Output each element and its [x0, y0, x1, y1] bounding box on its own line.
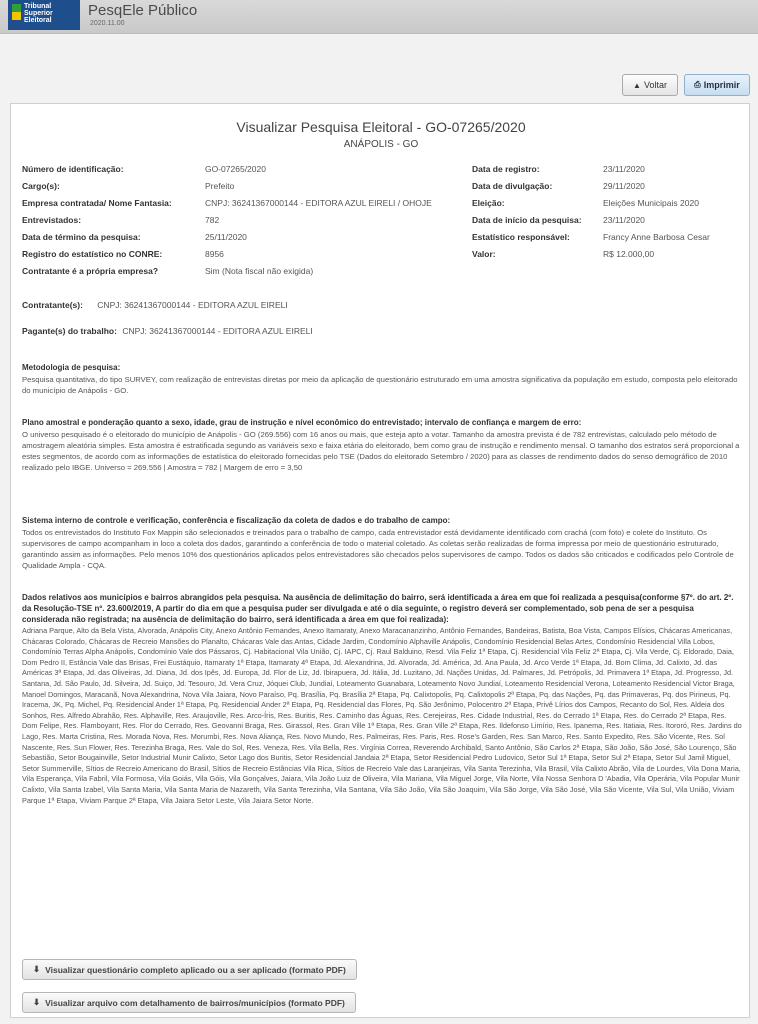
- field-value: 8956: [205, 249, 224, 259]
- field-value: Prefeito: [205, 181, 235, 191]
- pagante-row: [22, 326, 313, 336]
- section-body: O universo pesquisado é o eleitorado do município de Anápolis - GO (269.556) com 16 anos ou mais, que esteja apto a votar. Tamanho da amostra prevista é de 782 entrevistas, calculado pelo método de amostragem aleatória simples. Esta amostra é estratificada segundo as variáveis sexo e faixa etária do eleitorado, bem como grau de instrução e rendimento mensal. O tamanho dos estratos será proporcional a estes segmentos, de acordo com as informações de estatística do eleitorado fornecidas pelo TSE (Dados do eleitorado Setembro / 2020) para as classes de rendimento dados do senso demográfico de 2010 realizado pelo IBGE. Universo = 269.556 | Amostra = 782 | Margem de erro = 3,50: [22, 430, 740, 472]
- section-title: Metodologia de pesquisa:: [22, 363, 121, 372]
- back-button[interactable]: [622, 74, 678, 96]
- contratante-label: Contratante(s):: [22, 300, 83, 310]
- logo-line-3: Eleitoral: [24, 16, 52, 24]
- section-title: Plano amostral e ponderação quanto a sexo, idade, grau de instrução e nível econômico do entrevistado; intervalo de confiança e margem de erro:: [22, 418, 582, 427]
- field-label: Eleição:: [472, 198, 505, 208]
- field-label: Data de término da pesquisa:: [22, 232, 141, 242]
- logo-line-2: Superior: [24, 9, 53, 17]
- pagante-label: Pagante(s) do trabalho:: [22, 326, 117, 336]
- field-value: 23/11/2020: [603, 164, 645, 174]
- field-value: 29/11/2020: [603, 181, 645, 191]
- section-body: Adriana Parque, Alto da Bela Vista, Alvorada, Anápolis City, Anexo Antônio Fernandes, Anexo Itamaraty, Anexo Maracananzinho, Antônio Fernandes, Bandeiras, Batista, Boa Vista, Campos Elísios, Chácaras Americanas, Chácaras Colorado, Chácaras de Recreio Mansões do Planalto, Chácaras Vale das Antas, Cidade Jardim, Condomínio Alphaville Anápolis, Condomínio Residencial Belas Artes, Condomínio Residencial Villa Lobos, Condomínio Terras Alpha Anápolis, Condomínio Vale dos Pássaros, Cj. Habitacional Vila União, Cj. IAPC, Cj. Raul Balduino, Resd. Vila Feliz 1ª Etapa, Cj. Residencial Vila Feliz 2ª Etapa, Cj. Vila Verde, Cj. Eldorado, Daia, Dom Pedro II, Estância Vale das Brisas, Frei Eustáquio, Itamaraty 1ª Etapa, Itamaraty 4ª Etapa, Jd. Alexandrina, Jd. Alvorada, Jd. América, Jd. Ana Paula, Jd. Arco Verde 1ª Etapa, Jd. Bom Clima, Jd. Calixto, Jd. das Américas 3ª Etapa, Jd. das Oliveiras, Jd. Diana, Jd. dos Ipês, Jd. Europa, Jd. Flor de Liz, Jd. Ibirapuera, Jd. Itália, Jd. Luzitano, Jd. Nações Unidas, Jd. Palmares, Jd. Petrópolis, Jd. Primavera 1ª Etapa, Jd. Progresso, Jd. Santana, Jd. São Paulo, Jd. Silveira, Jd. Suiço, Jd. Tesouro, Jd. Vera Cruz, Jóquei Club, Jundiaí, Loteamento Guanabara, Loteamento Novo Jundiaí, Loteamento Residencial Verona, Loteamento Residencial Victor Braga, Manoel Domingos, Maracanã, Nova Alexandrina, Nova Vila Jaiara, Novo Paraíso, Pq. Brasília, Pq. Brasília 2ª Etapa, Pq. Calixtopolis, Pq. Calixtopolis 2ª Etapa, Pq. das Nações, Pq. das Primaveras, Pq. dos Pirineus, Pq. Iracema, JK, Pq. Michel, Pq. Residencial Ander 1ª Etapa, Pq. Residencial Ander 2ª Etapa, Pq. Residencial das Flores, Pq. São Jerônimo, Polocentro 2ª Etapa, Privê Lírios dos Campos, Recanto do Sol, Res. Aldeia dos Sonhos, Res. Alfredo Abrahão, Res. Alphaville, Res. Araujoville, Res. Arco-Íris, Res. Buritis, Res. Caminho das Águas, Res. Cerejeiras, Res. Cidade Industrial, Res. do Cerrado 1ª Etapa, Res. do Cerrado 2ª Etapa, Res. Dom Felipe, Res. Flamboyant, Res. Flor do Cerrado, Res. Geovanni Braga, Res. Girassol, Res. Gran Ville 1ª Etapa, Res. Gran Ville 2ª Etapa, Res. Ildefonso Limírio, Res. Ipanema, Res. Itatiaia, Res. Itororó, Res. Jardins do Lago, Res. Marta Cristina, Res. Morada Nova, Res. Morumbi, Res. Nova Aliança, Res. Novo Mundo, Res. Palmeiras, Res. Paris, Res. Rose's Garden, Res. San Marco, Res. Santo Expedito, Res. São Vicente, Res. Sol Nascente, Res. Sun Flower, Res. Terezinha Braga, Res. Vale do Sol, Res. Veneza, Res. Vila Bella, Res. Virgínia Correa, Reverendo Archibald, Santo Antônio, São Carlos 2ª Etapa, São João, São José, São Lourenço, São Sebastião, Setor Bougainville, Setor Industrial Munir Calixto, Setor Lago dos Buritis, Setor Residencial Jandaia 2ª Etapa, Setor Residencial Pedro Ludovico, Setor Sul 1ª Etapa, Setor Sul 2ª Etapa, Setor Sul Jamil Miguel, Setor Summerville, Sítios de Recreio Americano do Brasil, Sítios de Recreio Estâncias Vila Rica, Sítios de Recreio Vale das Laranjeiras, Vila Santa Terezinha, Vila Brasil, Vila Calixto Abrão, Vila de Lourdes, Vila Dona Maria, Vila Esperança, Vila Fabril, Vila Formosa, Vila Goiás, Vila Góis, Vila Gonçalves, Jaiara, Vila João Luiz de Oliveira, Vila Mariana, Vila Miguel Jorge, Vila Norte, Vila Nossa Senhora D 'Abadia, Vila Operária, Vila Popular Munir Calixto, Vila Santa Izabel, Vila Santa Maria, Vila Santa Maria de Nazareth, Vila Santa Terezinha, Vila Santana, Vila São João, Vila São Joaquim, Vila São Jorge, Vila São José, Vila São Vicente, Vila Sul, Vila União, Viviam Parque 1ª Etapa, Viviam Parque 2ª Etapa, Vila Jaiara Setor Leste, Vila Jaiara Setor Norte.: [22, 626, 742, 805]
- flag-icon: [12, 4, 21, 20]
- print-button-label: Imprimir: [703, 80, 740, 90]
- print-icon: ⎙: [694, 80, 701, 89]
- field-value: Francy Anne Barbosa Cesar: [603, 232, 710, 242]
- survey-card: [10, 103, 750, 1018]
- field-label: Valor:: [472, 249, 496, 259]
- section-body: Pesquisa quantitativa, do tipo SURVEY, com realização de entrevistas diretas por meio da aplicação de questionário estruturado em uma amostra significativa da população em estudo, composta pelo eleitorado do município de Anápolis - GO.: [22, 375, 738, 395]
- field-value: Sim (Nota fiscal não exigida): [205, 266, 314, 276]
- contratante-value: CNPJ: 36241367000144 - EDITORA AZUL EIRELI: [97, 300, 288, 310]
- field-value: CNPJ: 36241367000144 - EDITORA AZUL EIRELI / OHOJE: [205, 198, 432, 208]
- download-icon: ⬇: [33, 964, 41, 974]
- field-value: GO-07265/2020: [205, 164, 266, 174]
- download-bairros-button[interactable]: [22, 992, 356, 1013]
- section-plano-amostral: [22, 417, 742, 473]
- download-questionario-button[interactable]: [22, 959, 357, 980]
- download-questionario-label: Visualizar questionário completo aplicado ou a ser aplicado (formato PDF): [45, 964, 346, 975]
- field-value: 782: [205, 215, 220, 225]
- section-metodologia: [22, 362, 742, 396]
- contratante-row: [22, 300, 288, 310]
- section-sistema-controle: [22, 515, 742, 571]
- city-subtitle: ANÁPOLIS - GO: [343, 139, 419, 150]
- pagante-value: CNPJ: 36241367000144 - EDITORA AZUL EIRELI: [122, 326, 313, 336]
- field-value: 25/11/2020: [205, 232, 247, 242]
- download-icon: ⬇: [33, 997, 41, 1007]
- field-label: Data de divulgação:: [472, 181, 553, 191]
- print-button[interactable]: [684, 74, 750, 96]
- field-label: Contratante é a própria empresa?: [22, 266, 159, 276]
- field-value: R$ 12.000,00: [603, 249, 655, 259]
- tse-logo: [8, 0, 80, 30]
- app-version: 2020.11.00: [90, 20, 125, 27]
- field-label: Cargo(s):: [22, 181, 60, 191]
- field-label: Estatístico responsável:: [472, 232, 570, 242]
- logo-line-1: Tribunal: [24, 2, 52, 10]
- field-label: Data de registro:: [472, 164, 540, 174]
- section-body: Todos os entrevistados do Instituto Fox Mappin são selecionados e treinados para o trabalho de campo, cada entrevistador está devidamente identificado com crachá (com foto) e colete do Instituto. Os supervisores de campo acompanham in loco a coleta dos dados, garantindo a conferência de todo o material coletado. As coletas serão realizadas de forma impressa por meio de questionário estruturado, garantindo assim as informações. Pelo menos 10% dos questionários aplicados pelos entrevistadores são checados pelos supervisores de campo. Todos os dados são criticados e codificados pelo Controle de Qualidade Ampla - CQA.: [22, 528, 734, 570]
- top-bar: [0, 0, 758, 34]
- caret-up-icon: ▲: [633, 80, 641, 90]
- field-label: Data de início da pesquisa:: [472, 215, 582, 225]
- app-title: PesqEle Público: [88, 2, 198, 19]
- page-title: Visualizar Pesquisa Eleitoral - GO-07265/2020: [236, 119, 526, 135]
- field-value: 23/11/2020: [603, 215, 645, 225]
- field-value: Eleições Municipais 2020: [603, 198, 699, 208]
- field-label: Número de identificação:: [22, 164, 124, 174]
- field-label: Entrevistados:: [22, 215, 82, 225]
- field-label: Registro do estatístico no CONRE:: [22, 249, 163, 259]
- section-title: Dados relativos aos municípios e bairros abrangidos pela pesquisa. Na ausência de delimitação do bairro, será identificada a área em que foi realizada a pesquisa(conforme §7º. do art. 2º. da Resolução-TSE nº. 23.600/2019, A partir do dia em que a pesquisa puder ser divulgada e até o dia seguinte, o registro deverá ser complementado, sob pena de ser a pesquisa considerada não registrada; na ausência de delimitação do bairro, será identificada a área em que foi realizada):: [22, 593, 734, 624]
- section-title: Sistema interno de controle e verificação, conferência e fiscalização da coleta de dados e do trabalho de campo:: [22, 516, 451, 525]
- section-bairros: [22, 592, 742, 806]
- download-bairros-label: Visualizar arquivo com detalhamento de bairros/municípios (formato PDF): [45, 997, 345, 1008]
- field-label: Empresa contratada/ Nome Fantasia:: [22, 198, 172, 208]
- back-button-label: Voltar: [643, 80, 667, 90]
